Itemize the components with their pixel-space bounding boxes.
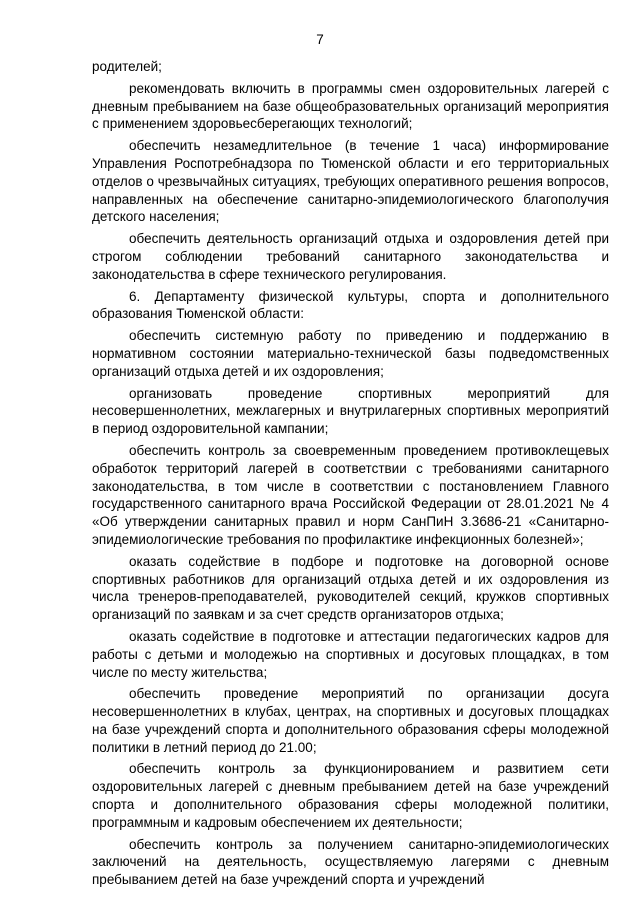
paragraph-health-technologies: рекомендовать включить в программы смен оздоровительных лагерей с дневным пребыванием на базе общеобразовательных организаций мероприятия с применением здоровьесберегающих технологий; (92, 80, 609, 132)
paragraph-sanitary-conclusions: обеспечить контроль за получением санитарно-эпидемиологических заключений на деятельность, осуществляемую лагерями с дневным пребыванием детей на базе учреждений спорта и учреждений (92, 836, 609, 888)
document-body (92, 58, 609, 893)
paragraph-tick-treatment: обеспечить контроль за своевременным проведением противоклещевых обработок территорий лагерей в соответствии с требованиями санитарного законодательства, в том числе в соответствии с постановлением Главного государственного санитарного врача Российской Федерации от 28.01.2021 № 4 «Об утверждении санитарных правил и норм СанПиН 3.3686-21 «Санитарно-эпидемиологические требования по профилактике инфекционных болезней»; (92, 442, 609, 547)
paragraph-camp-network: обеспечить контроль за функционированием и развитием сети оздоровительных лагерей с дневным пребыванием детей на базе учреждений спорта и дополнительного образования сферы молодежной политики, программным и кадровым обеспечением их деятельности; (92, 761, 609, 830)
paragraph-staff-training: оказать содействие в подготовке и аттестации педагогических кадров для работы с детьми и молодежью на спортивных и досуговых площадках, в том числе по месту жительства; (92, 628, 609, 680)
page-number: 7 (316, 32, 324, 47)
paragraph-emergency-notification: обеспечить незамедлительное (в течение 1 часа) информирование Управления Роспотребнадзора по Тюменской области и его территориальных отделов о чрезвычайных ситуациях, требующих оперативного решения вопросов, направленных на обеспечение санитарно-эпидемиологического благополучия детского населения; (92, 138, 609, 225)
paragraph-leisure-events: обеспечить проведение мероприятий по организации досуга несовершеннолетних в клубах, центрах, на спортивных и досуговых площадках на базе учреждений спорта и дополнительного образования сферы молодежной политики в летний период до 21.00; (92, 686, 609, 755)
paragraph-compliance: обеспечить деятельность организаций отдыха и оздоровления детей при строгом соблюдении требований санитарного законодательства и законодательства в сфере технического регулирования. (92, 231, 609, 282)
paragraph-material-base: обеспечить системную работу по приведению и поддержанию в нормативном состоянии материально-технической базы подведомственных организаций отдыха детей и их оздоровления; (92, 328, 609, 379)
paragraph-section-6-heading: 6. Департаменту физической культуры, спорта и дополнительного образования Тюменской области: (92, 288, 609, 322)
paragraph-sports-staff: оказать содействие в подборе и подготовке на договорной основе спортивных работников для организаций отдыха детей и их оздоровления из числа тренеров-преподавателей, руководителей секций, кружков спортивных организаций по заявкам и за счет средств организаторов отдыха; (92, 553, 609, 623)
paragraph-sports-events: организовать проведение спортивных мероприятий для несовершеннолетних, межлагерных и внутрилагерных спортивных мероприятий в период оздоровительной кампании; (92, 385, 609, 437)
paragraph-continuation: родителей; (92, 59, 162, 74)
